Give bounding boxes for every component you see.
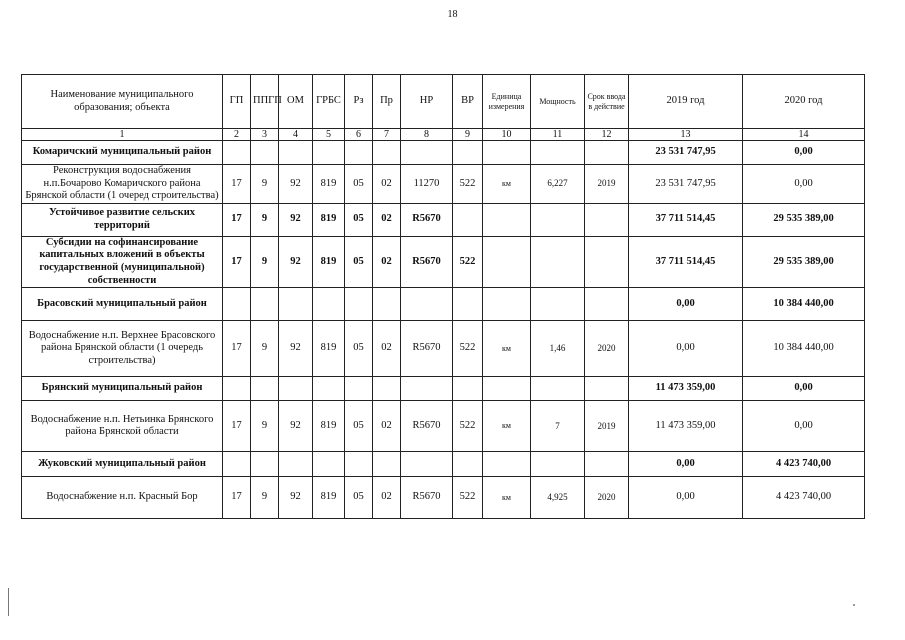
cell-y2019: 23 531 747,95 (629, 165, 743, 204)
cell-unit (483, 236, 531, 287)
cell-capacity: 1,46 (531, 321, 585, 377)
col-number: 1 (22, 129, 223, 141)
cell-gp (223, 452, 251, 477)
cell-rz (345, 377, 373, 401)
cell-grbs (313, 452, 345, 477)
cell-unit (483, 452, 531, 477)
cell-commission: 2020 (585, 321, 629, 377)
cell-nr: R5670 (401, 477, 453, 519)
cell-rz: 05 (345, 236, 373, 287)
cell-name: Реконструкция водоснабжения н.п.Бочарово Комаричского района Брянской области (1 очеред строительства) (22, 165, 223, 204)
cell-y2020: 0,00 (743, 377, 865, 401)
cell-commission (585, 203, 629, 236)
cell-name: Брасовский муниципальный район (22, 288, 223, 321)
cell-gp: 17 (223, 236, 251, 287)
col-number: 13 (629, 129, 743, 141)
cell-vr (453, 377, 483, 401)
header-nr: НР (401, 75, 453, 129)
cell-name: Субсидии на софинансирование капитальных вложений в объекты государственной (муниципальной) собственности (22, 236, 223, 287)
cell-name: Водоснабжение н.п. Нетьинка Брянского района Брянской области (22, 401, 223, 452)
header-ppgp: ППГП (251, 75, 279, 129)
cell-nr: R5670 (401, 321, 453, 377)
cell-commission: 2019 (585, 165, 629, 204)
cell-y2019: 0,00 (629, 477, 743, 519)
cell-om (279, 288, 313, 321)
table-row-group (22, 203, 865, 236)
cell-y2020: 4 423 740,00 (743, 452, 865, 477)
table-row-group (22, 141, 865, 165)
cell-ppgp: 9 (251, 477, 279, 519)
cell-capacity (531, 141, 585, 165)
cell-pr: 02 (373, 477, 401, 519)
header-rz: Рз (345, 75, 373, 129)
cell-name: Водоснабжение н.п. Красный Бор (22, 477, 223, 519)
col-number: 2 (223, 129, 251, 141)
cell-gp (223, 377, 251, 401)
cell-capacity: 7 (531, 401, 585, 452)
cell-ppgp: 9 (251, 203, 279, 236)
cell-pr: 02 (373, 401, 401, 452)
cell-y2020: 10 384 440,00 (743, 288, 865, 321)
cell-ppgp: 9 (251, 401, 279, 452)
cell-pr (373, 377, 401, 401)
header-name: Наименование муниципального образования; объекта (22, 75, 223, 129)
cell-y2019: 11 473 359,00 (629, 401, 743, 452)
cell-ppgp: 9 (251, 321, 279, 377)
cell-commission: 2020 (585, 477, 629, 519)
cell-y2019: 23 531 747,95 (629, 141, 743, 165)
cell-capacity: 6,227 (531, 165, 585, 204)
table-row-group (22, 288, 865, 321)
cell-pr: 02 (373, 321, 401, 377)
cell-grbs: 819 (313, 321, 345, 377)
header-pr: Пр (373, 75, 401, 129)
cell-ppgp (251, 141, 279, 165)
cell-commission (585, 141, 629, 165)
table-row (22, 477, 865, 519)
cell-pr (373, 141, 401, 165)
table-row-group (22, 236, 865, 287)
cell-capacity (531, 288, 585, 321)
cell-om: 92 (279, 401, 313, 452)
header-2019: 2019 год (629, 75, 743, 129)
cell-y2020: 0,00 (743, 141, 865, 165)
cell-commission (585, 236, 629, 287)
cell-grbs: 819 (313, 165, 345, 204)
cell-unit: км (483, 401, 531, 452)
cell-rz: 05 (345, 401, 373, 452)
cell-y2019: 11 473 359,00 (629, 377, 743, 401)
cell-om (279, 141, 313, 165)
cell-unit: км (483, 321, 531, 377)
cell-nr: R5670 (401, 236, 453, 287)
cell-vr: 522 (453, 321, 483, 377)
cell-grbs: 819 (313, 203, 345, 236)
cell-name: Водоснабжение н.п. Верхнее Брасовского района Брянской области (1 очередь строительства) (22, 321, 223, 377)
cell-grbs: 819 (313, 477, 345, 519)
cell-commission (585, 377, 629, 401)
cell-capacity (531, 452, 585, 477)
cell-y2019: 0,00 (629, 321, 743, 377)
cell-vr: 522 (453, 165, 483, 204)
cell-grbs (313, 377, 345, 401)
header-om: ОМ (279, 75, 313, 129)
cell-vr (453, 141, 483, 165)
cell-nr (401, 377, 453, 401)
cell-om: 92 (279, 236, 313, 287)
cell-capacity (531, 377, 585, 401)
col-number: 8 (401, 129, 453, 141)
cell-y2019: 0,00 (629, 452, 743, 477)
table-row (22, 165, 865, 204)
scan-edge-mark (8, 588, 9, 616)
cell-pr: 02 (373, 236, 401, 287)
cell-y2020: 0,00 (743, 401, 865, 452)
cell-gp: 17 (223, 401, 251, 452)
cell-pr: 02 (373, 165, 401, 204)
table-row (22, 321, 865, 377)
cell-nr: R5670 (401, 401, 453, 452)
col-number: 3 (251, 129, 279, 141)
cell-grbs (313, 141, 345, 165)
cell-om: 92 (279, 165, 313, 204)
cell-name: Комаричский муниципальный район (22, 141, 223, 165)
col-number: 11 (531, 129, 585, 141)
col-number: 4 (279, 129, 313, 141)
cell-rz (345, 288, 373, 321)
cell-y2020: 4 423 740,00 (743, 477, 865, 519)
cell-gp: 17 (223, 165, 251, 204)
cell-y2019: 37 711 514,45 (629, 203, 743, 236)
cell-rz: 05 (345, 203, 373, 236)
cell-unit (483, 203, 531, 236)
cell-name: Устойчивое развитие сельских территорий (22, 203, 223, 236)
cell-nr (401, 452, 453, 477)
cell-vr (453, 452, 483, 477)
cell-rz (345, 141, 373, 165)
cell-rz: 05 (345, 321, 373, 377)
cell-rz (345, 452, 373, 477)
cell-unit (483, 377, 531, 401)
header-capacity: Мощность (531, 75, 585, 129)
cell-commission (585, 452, 629, 477)
cell-gp (223, 288, 251, 321)
cell-commission (585, 288, 629, 321)
table-row (22, 401, 865, 452)
cell-y2020: 29 535 389,00 (743, 236, 865, 287)
cell-om: 92 (279, 321, 313, 377)
col-number: 12 (585, 129, 629, 141)
cell-ppgp (251, 288, 279, 321)
header-grbs: ГРБС (313, 75, 345, 129)
col-number: 7 (373, 129, 401, 141)
cell-om: 92 (279, 203, 313, 236)
cell-nr: 11270 (401, 165, 453, 204)
cell-gp: 17 (223, 477, 251, 519)
table-row-group (22, 452, 865, 477)
cell-om: 92 (279, 477, 313, 519)
cell-y2019: 0,00 (629, 288, 743, 321)
col-number: 6 (345, 129, 373, 141)
header-2020: 2020 год (743, 75, 865, 129)
cell-rz: 05 (345, 477, 373, 519)
cell-nr (401, 141, 453, 165)
cell-pr (373, 288, 401, 321)
cell-grbs (313, 288, 345, 321)
cell-capacity (531, 203, 585, 236)
cell-capacity: 4,925 (531, 477, 585, 519)
cell-gp: 17 (223, 203, 251, 236)
cell-nr: R5670 (401, 203, 453, 236)
cell-vr (453, 288, 483, 321)
col-number: 14 (743, 129, 865, 141)
cell-pr (373, 452, 401, 477)
cell-y2020: 10 384 440,00 (743, 321, 865, 377)
cell-commission: 2019 (585, 401, 629, 452)
table-row-group (22, 377, 865, 401)
cell-name: Брянский муниципальный район (22, 377, 223, 401)
cell-vr (453, 203, 483, 236)
header-gp: ГП (223, 75, 251, 129)
cell-capacity (531, 236, 585, 287)
cell-rz: 05 (345, 165, 373, 204)
cell-grbs: 819 (313, 401, 345, 452)
header-commission: Срок ввода в действие (585, 75, 629, 129)
header-vr: ВР (453, 75, 483, 129)
table-body (22, 75, 865, 519)
cell-unit: км (483, 477, 531, 519)
cell-y2019: 37 711 514,45 (629, 236, 743, 287)
cell-name: Жуковский муниципальный район (22, 452, 223, 477)
cell-ppgp: 9 (251, 165, 279, 204)
cell-om (279, 377, 313, 401)
col-number: 10 (483, 129, 531, 141)
cell-y2020: 0,00 (743, 165, 865, 204)
cell-ppgp: 9 (251, 236, 279, 287)
cell-vr: 522 (453, 477, 483, 519)
cell-ppgp (251, 377, 279, 401)
cell-gp (223, 141, 251, 165)
cell-om (279, 452, 313, 477)
scan-speck (853, 604, 855, 606)
cell-unit (483, 141, 531, 165)
column-number-row (22, 129, 865, 141)
cell-vr: 522 (453, 236, 483, 287)
cell-y2020: 29 535 389,00 (743, 203, 865, 236)
cell-unit (483, 288, 531, 321)
cell-gp: 17 (223, 321, 251, 377)
header-row (22, 75, 865, 129)
cell-grbs: 819 (313, 236, 345, 287)
cell-ppgp (251, 452, 279, 477)
cell-unit: км (483, 165, 531, 204)
budget-table (21, 74, 865, 519)
page-number: 18 (447, 9, 458, 20)
col-number: 5 (313, 129, 345, 141)
header-unit: Единица измерения (483, 75, 531, 129)
cell-vr: 522 (453, 401, 483, 452)
col-number: 9 (453, 129, 483, 141)
cell-pr: 02 (373, 203, 401, 236)
cell-nr (401, 288, 453, 321)
